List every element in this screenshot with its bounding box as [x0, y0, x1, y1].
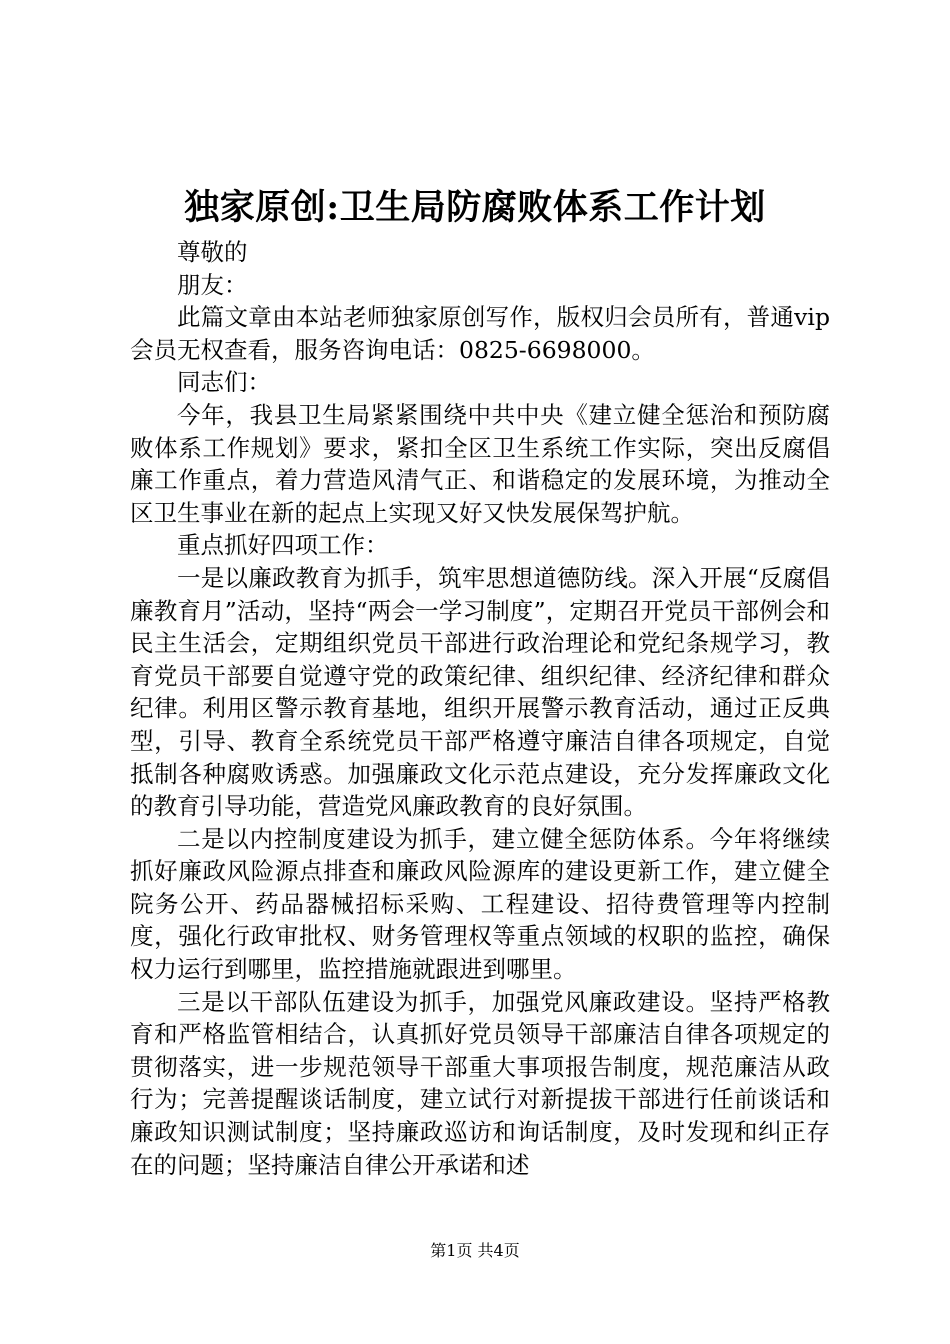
paragraph-intro: 今年，我县卫生局紧紧围绕中共中央《建立健全惩治和预防腐败体系工作规划》要求，紧扣全区卫生系统工作实际，突出反腐倡廉工作重点，着力营造风清气正、和谐稳定的发展环境，为推动全区卫生事业在新的起点上实现又好又快发展保驾护航。 — [130, 400, 830, 527]
paragraph-greeting: 同志们： — [177, 368, 271, 397]
document-title: 独家原创:卫生局防腐败体系工作计划 — [184, 187, 766, 228]
paragraph-task-2: 二是以内控制度建设为抓手，建立健全惩防体系。今年将继续抓好廉政风险源点排查和廉政风险源库的建设更新工作，建立健全院务公开、药品器械招标采购、工程建设、招待费管理等内控制度，强化行政审批权、财务管理权等重点领域的权职的监控，确保权力运行到哪里，监控措施就跟进到哪里。 — [130, 824, 830, 984]
page-footer: 第1页 共4页 — [430, 1241, 520, 1260]
paragraph-key-tasks: 重点抓好四项工作： — [177, 531, 389, 560]
paragraph-salutation-1: 尊敬的 — [177, 238, 248, 266]
document-body — [130, 236, 830, 1181]
paragraph-task-3: 三是以干部队伍建设为抓手，加强党风廉政建设。坚持严格教育和严格监管相结合，认真抓好党员领导干部廉洁自律各项规定的贯彻落实，进一步规范领导干部重大事项报告制度，规范廉洁从政行为；完善提醒谈话制度，建立试行对新提拔干部进行任前谈话和廉政知识测试制度；坚持廉政巡访和询话制度，及时发现和纠正存在的问题；坚持廉洁自律公开承诺和述 — [130, 987, 830, 1179]
paragraph-salutation-2: 朋友： — [177, 270, 248, 299]
paragraph-task-1: 一是以廉政教育为抓手，筑牢思想道德防线。深入开展“反腐倡廉教育月”活动，坚持“两会一学习制度”，定期召开党员干部例会和民主生活会，定期组织党员干部进行政治理论和党纪条规学习，教育党员干部要自觉遵守党的政策纪律、组织纪律、经济纪律和群众纪律。利用区警示教育基地，组织开展警示教育活动，通过正反典型，引导、教育全系统党员干部严格遵守廉洁自律各项规定，自觉抵制各种腐败诱惑。加强廉政文化示范点建设，充分发挥廉政文化的教育引导功能，营造党风廉政教育的良好氛围。 — [130, 563, 830, 821]
paragraph-copyright-notice: 此篇文章由本站老师独家原创写作，版权归会员所有，普通vip会员无权查看，服务咨询电话：0825-6698000。 — [130, 303, 830, 364]
